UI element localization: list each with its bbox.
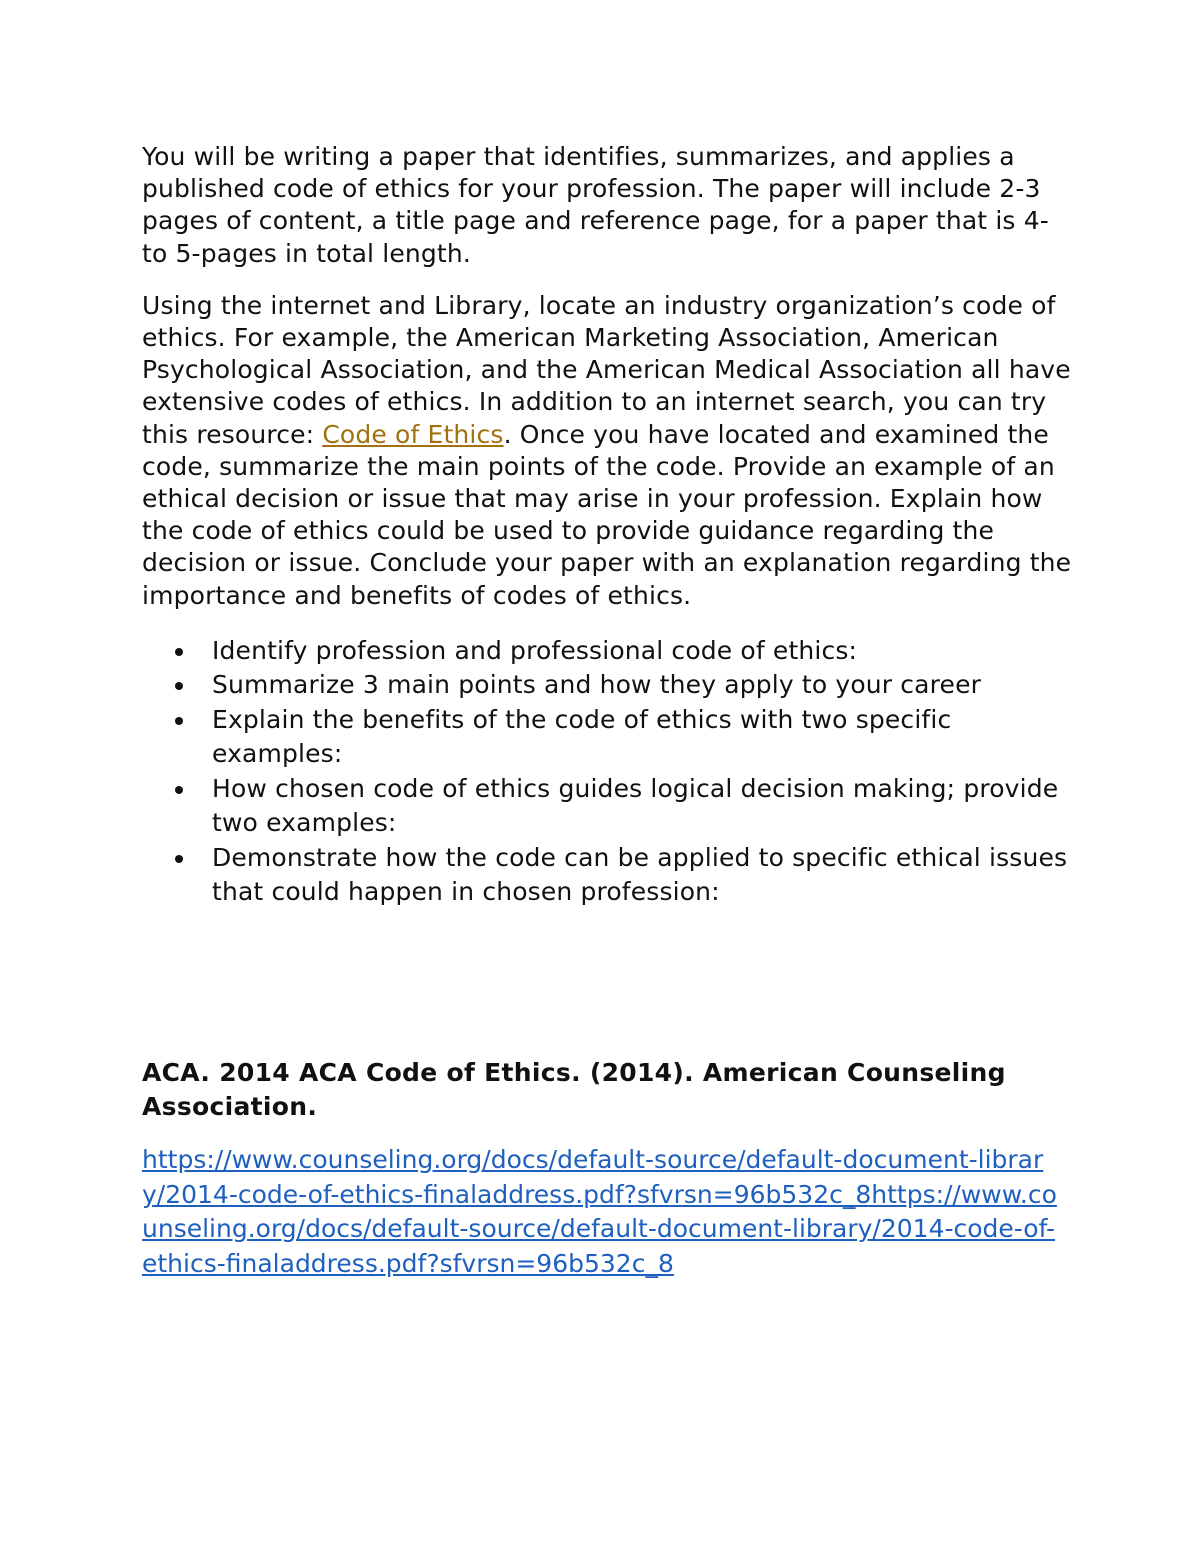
reference-url-link[interactable]: https://www.counseling.org/docs/default-source/default-document-library/2014-code-of-ethics-finaladdress.pdf?sfvrsn=96b532c_8https://www.counseling.org/docs/default-source/default-document-library/2014-code-of-ethics-finaladdress.pdf?sfvrsn=96b532c_8 (142, 1145, 1057, 1278)
code-of-ethics-link[interactable]: Code of Ethics (322, 419, 504, 449)
list-item-text: Demonstrate how the code can be applied to specific ethical issues that could happen in chosen profession: (212, 842, 1068, 907)
list-item (142, 703, 1072, 772)
document-body (142, 141, 1072, 910)
list-item-text: Summarize 3 main points and how they apply to your career (212, 670, 982, 700)
list-item (142, 668, 1072, 703)
instructions-text-before-link: Using the internet and Library, locate an industry organization’s code of ethics. For example, the American Marketing Association, American Psychological Association, and the American Medical Association all have extensive codes of ethics. In addition to an internet search, you can try this resource: (142, 290, 1071, 449)
bullet-icon (175, 855, 183, 863)
list-item-text: Identify profession and professional code of ethics: (212, 635, 858, 665)
bullet-icon (175, 786, 183, 794)
list-item (142, 772, 1072, 841)
list-item-text: Explain the benefits of the code of ethics with two specific examples: (212, 704, 952, 769)
intro-paragraph: You will be writing a paper that identifies, summarizes, and applies a published code of ethics for your profession. The paper will include 2-3 pages of content, a title page and reference page, for a paper that is 4- to 5-pages in total length. (142, 142, 1049, 268)
list-item-text: How chosen code of ethics guides logical decision making; provide two examples: (212, 773, 1059, 838)
list-item (142, 634, 1072, 669)
requirements-list (142, 634, 1072, 910)
bullet-icon (175, 682, 183, 690)
bullet-icon (175, 648, 183, 656)
instructions-paragraph (142, 290, 1072, 612)
reference-citation: ACA. 2014 ACA Code of Ethics. (2014). American Counseling Association. (142, 1058, 1006, 1121)
list-item (142, 841, 1072, 910)
bullet-icon (175, 717, 183, 725)
instructions-text-after-link: . Once you have located and examined the code, summarize the main points of the code. Provide an example of an ethical decision or issue that may arise in your profession. Explain how the code of ethics could be used to provide guidance regarding the decision or issue. Conclude your paper with an explanation regarding the importance and benefits of codes of ethics. (142, 419, 1072, 610)
reference-section (142, 1056, 1072, 1281)
